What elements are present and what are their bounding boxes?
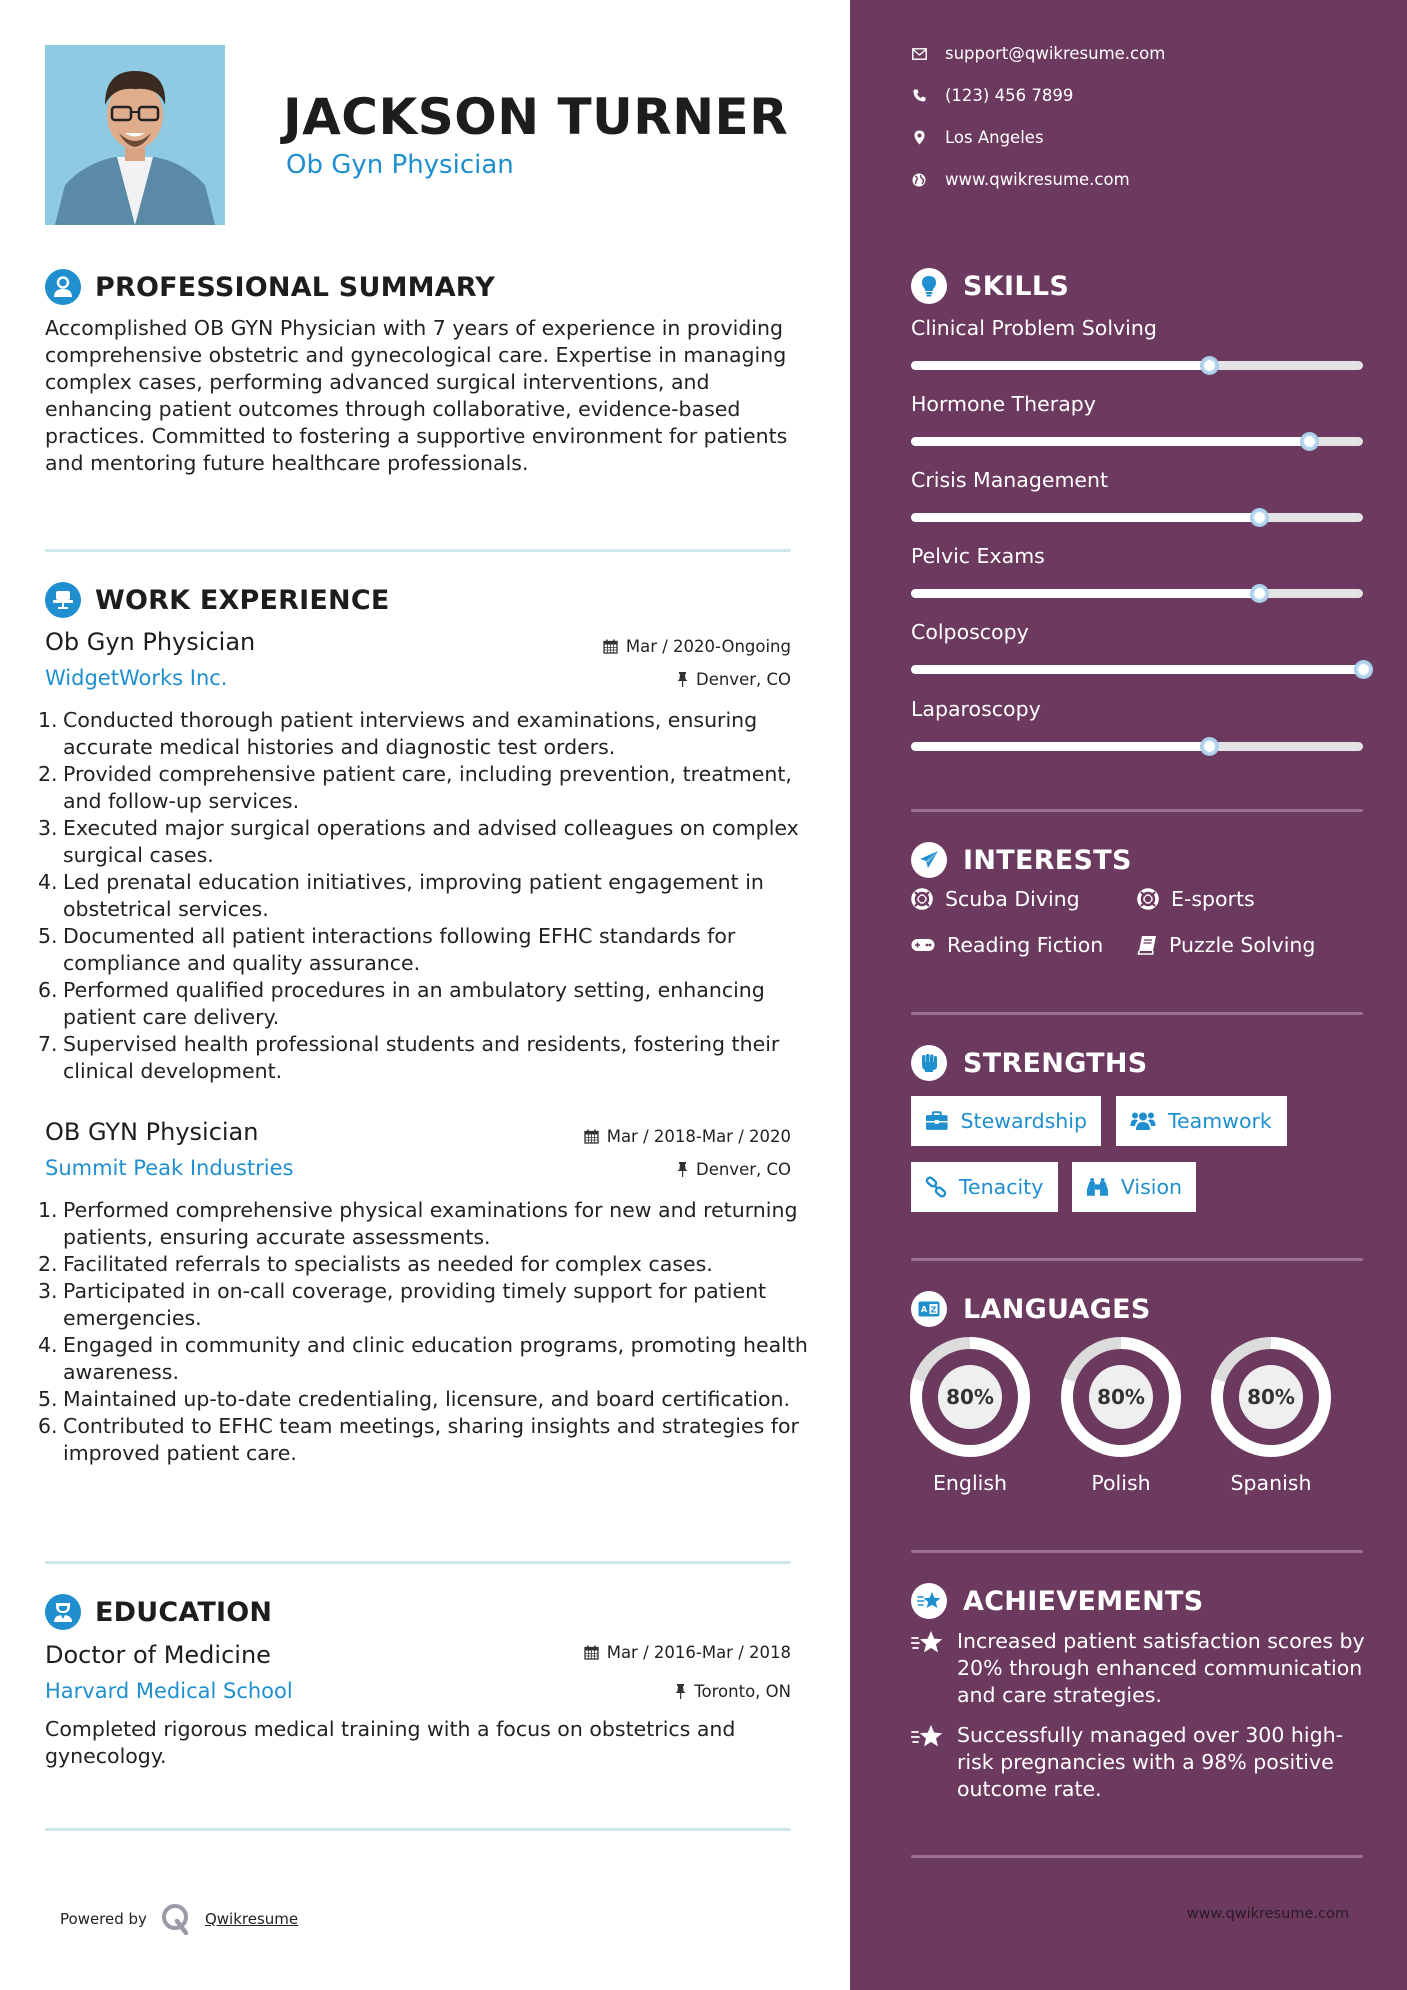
- job-duties-list: [38, 1197, 808, 1467]
- summary-text: Accomplished OB GYN Physician with 7 years of experience in providing comprehensive obstetric and gynecological care. Expertise in managing complex cases, performing advanced surgical interventions, and enhancing patient outcomes through collaborative, evidence-based practices. Committed to fostering a supportive environment for patients and mentoring future healthcare professionals.: [45, 316, 788, 475]
- skill-label: Clinical Problem Solving: [911, 316, 1157, 340]
- list-item: 3. Participated in on-call coverage, providing timely support for patient emergencies.: [38, 1279, 767, 1330]
- list-item: 2. Provided comprehensive patient care, including prevention, treatment, and follow-up services.: [38, 762, 792, 813]
- interest-item: E-sports: [1137, 887, 1255, 911]
- map-pin-icon: [911, 130, 927, 145]
- list-item: 5. Maintained up-to-date credentialing, licensure, and board certification.: [38, 1387, 791, 1411]
- section-divider: [911, 1855, 1363, 1858]
- job-dates: Mar / 2018-Mar / 2020: [584, 1127, 791, 1146]
- job-location: Denver, CO: [677, 1160, 791, 1179]
- achievement-item: Increased patient satisfaction scores by 20% through enhanced communication and care strategies.: [911, 1628, 1371, 1709]
- envelope-icon: [911, 48, 927, 60]
- workstation-icon: [45, 582, 81, 618]
- education-description: Completed rigorous medical training with a focus on obstetrics and gynecology.: [45, 1717, 736, 1768]
- job-location: Denver, CO: [677, 670, 791, 689]
- calendar-icon: [584, 1645, 599, 1660]
- user-icon: [45, 269, 81, 305]
- section-divider: [45, 1828, 791, 1831]
- contact-phone: (123) 456 7899: [911, 86, 1073, 105]
- footer-website[interactable]: www.qwikresume.com: [1186, 1906, 1349, 1922]
- skills-heading: SKILLS: [911, 268, 1069, 304]
- star-icon: [911, 1722, 945, 1803]
- skill-slider[interactable]: [911, 361, 1363, 370]
- skill-slider[interactable]: [911, 589, 1363, 598]
- gamepad-icon: [911, 938, 935, 952]
- strength-tag: Teamwork: [1116, 1096, 1287, 1146]
- skill-label: Hormone Therapy: [911, 392, 1096, 416]
- degree-title: Doctor of Medicine: [45, 1641, 271, 1669]
- qwikresume-link[interactable]: Qwikresume: [204, 1910, 299, 1928]
- achievement-item: Successfully managed over 300 high-risk pregnancies with a 98% positive outcome rate.: [911, 1722, 1371, 1803]
- candidate-name: JACKSON TURNER: [283, 88, 789, 146]
- strength-tag: Tenacity: [911, 1162, 1058, 1212]
- job-title: Ob Gyn Physician: [45, 628, 256, 656]
- skill-label: Colposcopy: [911, 620, 1029, 644]
- language-progress-ring: 80%: [1211, 1337, 1331, 1457]
- section-divider: [45, 1561, 791, 1564]
- life-ring-icon: [911, 888, 933, 910]
- skill-slider[interactable]: [911, 665, 1363, 674]
- section-divider: [911, 809, 1363, 812]
- language-item: 80% Spanish: [1211, 1337, 1331, 1495]
- company-name: Summit Peak Industries: [45, 1156, 294, 1180]
- pushpin-icon: [675, 1684, 686, 1699]
- qwikresume-logo-icon: [161, 1903, 191, 1935]
- graduate-icon: [45, 1594, 81, 1630]
- summary-title: PROFESSIONAL SUMMARY: [95, 271, 496, 303]
- phone-icon: [911, 89, 927, 102]
- skill-label: Crisis Management: [911, 468, 1109, 492]
- section-divider: [45, 549, 791, 552]
- job-dates: Mar / 2020-Ongoing: [603, 637, 791, 656]
- experience-title: WORK EXPERIENCE: [95, 584, 390, 616]
- summary-heading: [45, 269, 495, 305]
- company-name: WidgetWorks Inc.: [45, 666, 228, 690]
- section-divider: [911, 1550, 1363, 1553]
- translate-icon: [911, 1291, 947, 1327]
- calendar-icon: [603, 639, 618, 654]
- skill-slider[interactable]: [911, 437, 1363, 446]
- person-portrait-icon: [45, 45, 225, 225]
- section-divider: [911, 1258, 1363, 1261]
- slider-thumb[interactable]: [1354, 660, 1373, 679]
- education-location: Toronto, ON: [675, 1682, 791, 1701]
- contact-email: support@qwikresume.com: [911, 44, 1165, 63]
- list-item: 5. Documented all patient interactions following EFHC standards for compliance and quality assurance.: [38, 924, 736, 975]
- star-badge-icon: [911, 1583, 947, 1619]
- list-item: 4. Led prenatal education initiatives, improving patient engagement in obstetrical services.: [38, 870, 764, 921]
- briefcase-icon: [925, 1111, 949, 1131]
- job-duties-list: [38, 707, 808, 1085]
- section-divider: [911, 1012, 1363, 1015]
- interest-item: Reading Fiction: [911, 933, 1103, 957]
- school-name: Harvard Medical School: [45, 1679, 293, 1703]
- education-dates: Mar / 2016-Mar / 2018: [584, 1643, 791, 1662]
- strength-tag: Vision: [1072, 1162, 1196, 1212]
- users-icon: [1130, 1111, 1156, 1131]
- calendar-icon: [584, 1129, 599, 1144]
- education-heading: [45, 1594, 272, 1630]
- contact-location: Los Angeles: [911, 128, 1044, 147]
- globe-icon: [911, 173, 927, 187]
- skill-label: Laparoscopy: [911, 697, 1041, 721]
- language-progress-ring: 80%: [910, 1337, 1030, 1457]
- contact-website: www.qwikresume.com: [911, 170, 1130, 189]
- language-progress-ring: 80%: [1061, 1337, 1181, 1457]
- interest-item: Puzzle Solving: [1137, 933, 1315, 957]
- list-item: 6. Performed qualified procedures in an ambulatory setting, enhancing patient care delivery.: [38, 978, 765, 1029]
- list-item: 2. Facilitated referrals to specialists as needed for complex cases.: [38, 1252, 713, 1276]
- svg-text:Z: Z: [930, 1305, 937, 1315]
- paper-plane-icon: [911, 842, 947, 878]
- language-item: 80% Polish: [1061, 1337, 1181, 1495]
- language-item: 80% English: [910, 1337, 1030, 1495]
- list-item: 3. Executed major surgical operations and advised colleagues on complex surgical cases.: [38, 816, 799, 867]
- education-title: EDUCATION: [95, 1596, 273, 1628]
- strength-tag: Stewardship: [911, 1096, 1101, 1146]
- slider-thumb[interactable]: [1250, 584, 1269, 603]
- skill-slider[interactable]: [911, 742, 1363, 751]
- job-title: OB GYN Physician: [45, 1118, 259, 1146]
- slider-thumb[interactable]: [1300, 432, 1319, 451]
- skill-label: Pelvic Exams: [911, 544, 1045, 568]
- skill-slider[interactable]: [911, 513, 1363, 522]
- powered-by: Powered by Qwikresume: [60, 1903, 298, 1935]
- list-item: 4. Engaged in community and clinic education programs, promoting health awareness.: [38, 1333, 808, 1384]
- candidate-title: Ob Gyn Physician: [286, 150, 514, 180]
- interest-item: Scuba Diving: [911, 887, 1080, 911]
- profile-photo: [45, 45, 225, 225]
- achievements-heading: ACHIEVEMENTS: [911, 1583, 1204, 1619]
- pushpin-icon: [677, 672, 688, 687]
- experience-heading: [45, 582, 389, 618]
- list-item: 7. Supervised health professional students and residents, fostering their clinical development.: [38, 1032, 780, 1083]
- fist-icon: [911, 1045, 947, 1081]
- interests-heading: INTERESTS: [911, 842, 1132, 878]
- star-icon: [911, 1628, 945, 1709]
- life-ring-icon: [1137, 888, 1159, 910]
- lightbulb-icon: [911, 268, 947, 304]
- list-item: 1. Conducted thorough patient interviews and examinations, ensuring accurate medical histories and diagnostic test orders.: [38, 708, 758, 759]
- languages-heading: A Z LANGUAGES: [911, 1291, 1151, 1327]
- strengths-heading: STRENGTHS: [911, 1045, 1148, 1081]
- binoculars-icon: [1086, 1176, 1109, 1198]
- book-icon: [1137, 935, 1157, 955]
- pushpin-icon: [677, 1162, 688, 1177]
- link-icon: [925, 1176, 947, 1198]
- list-item: 6. Contributed to EFHC team meetings, sharing insights and strategies for improved patient care.: [38, 1414, 799, 1465]
- slider-thumb[interactable]: [1250, 508, 1269, 527]
- list-item: 1. Performed comprehensive physical examinations for new and returning patients, ensuring accurate assessments.: [38, 1198, 798, 1249]
- svg-text:A: A: [921, 1305, 928, 1314]
